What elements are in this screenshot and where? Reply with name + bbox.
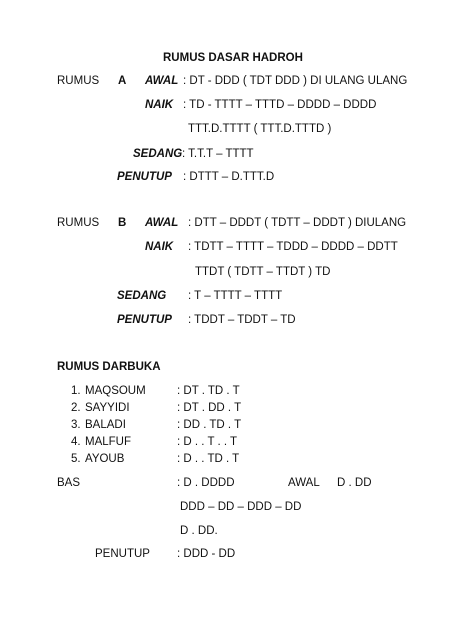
rumus-b-naik-value: : TDTT – TTTT – TDDD – DDDD – DDTT: [188, 241, 398, 253]
rumus-a-label: RUMUS: [57, 75, 100, 87]
rumus-a-naik-cont: TTT.D.TTTT ( TTT.D.TTTD ): [188, 123, 332, 135]
bas-label: BAS: [57, 477, 81, 489]
rumus-a-naik-value: : TD - TTTT – TTTD – DDDD – DDDD: [183, 99, 377, 111]
bas-penutup-label: PENUTUP: [95, 548, 150, 560]
rumus-b-penutup-value: : TDDT – TDDT – TD: [188, 314, 296, 326]
rumus-a-letter: A: [118, 75, 127, 87]
darbuka-item-value: : D . . TD . T: [177, 453, 240, 465]
page-title: RUMUS DASAR HADROH: [163, 52, 303, 64]
rumus-b-label: RUMUS: [57, 217, 100, 229]
rumus-b-penutup-label: PENUTUP: [117, 314, 172, 326]
bas-line-2: DDD – DD – DDD – DD: [180, 501, 302, 513]
rumus-b-naik-cont: TTDT ( TDTT – TTDT ) TD: [195, 266, 331, 278]
darbuka-item-name: AYOUB: [85, 453, 125, 465]
rumus-a-sedang-label: SEDANG: [133, 148, 183, 160]
darbuka-title: RUMUS DARBUKA: [57, 361, 161, 373]
rumus-b-naik-label: NAIK: [145, 241, 174, 253]
darbuka-item-num: 5.: [71, 453, 81, 465]
rumus-a-sedang-value: : T.T.T – TTTT: [182, 148, 254, 160]
rumus-b-letter: B: [118, 217, 127, 229]
rumus-a-penutup-label: PENUTUP: [117, 171, 172, 183]
rumus-b-awal-label: AWAL: [145, 217, 179, 229]
rumus-b-sedang-label: SEDANG: [117, 290, 167, 302]
bas-line-3: D . DD.: [180, 525, 218, 537]
rumus-b-sedang-value: : T – TTTT – TTTT: [188, 290, 283, 302]
rumus-b-awal-value: : DTT – DDDT ( TDTT – DDDT ) DIULANG: [188, 217, 407, 229]
bas-awal-value: D . DD: [337, 477, 372, 489]
bas-penutup-value: : DDD - DD: [177, 548, 236, 560]
darbuka-item-value: : DT . DD . T: [177, 402, 242, 414]
darbuka-item-num: 1.: [71, 385, 81, 397]
rumus-a-penutup-value: : DTTT – D.TTT.D: [183, 171, 275, 183]
darbuka-item-num: 2.: [71, 402, 81, 414]
darbuka-item-name: MALFUF: [85, 436, 131, 448]
darbuka-item-num: 3.: [71, 419, 81, 431]
darbuka-item-value: : D . . T . . T: [177, 436, 238, 448]
rumus-a-naik-label: NAIK: [145, 99, 174, 111]
rumus-a-awal-value: : DT - DDD ( TDT DDD ) DI ULANG ULANG: [183, 75, 408, 87]
darbuka-item-name: BALADI: [85, 419, 126, 431]
darbuka-item-name: MAQSOUM: [85, 385, 146, 397]
bas-awal-label: AWAL: [288, 477, 320, 489]
darbuka-item-value: : DT . TD . T: [177, 385, 240, 397]
darbuka-item-value: : DD . TD . T: [177, 419, 242, 431]
rumus-a-awal-label: AWAL: [145, 75, 179, 87]
darbuka-item-name: SAYYIDI: [85, 402, 130, 414]
darbuka-item-num: 4.: [71, 436, 81, 448]
bas-value: : D . DDDD: [177, 477, 235, 489]
